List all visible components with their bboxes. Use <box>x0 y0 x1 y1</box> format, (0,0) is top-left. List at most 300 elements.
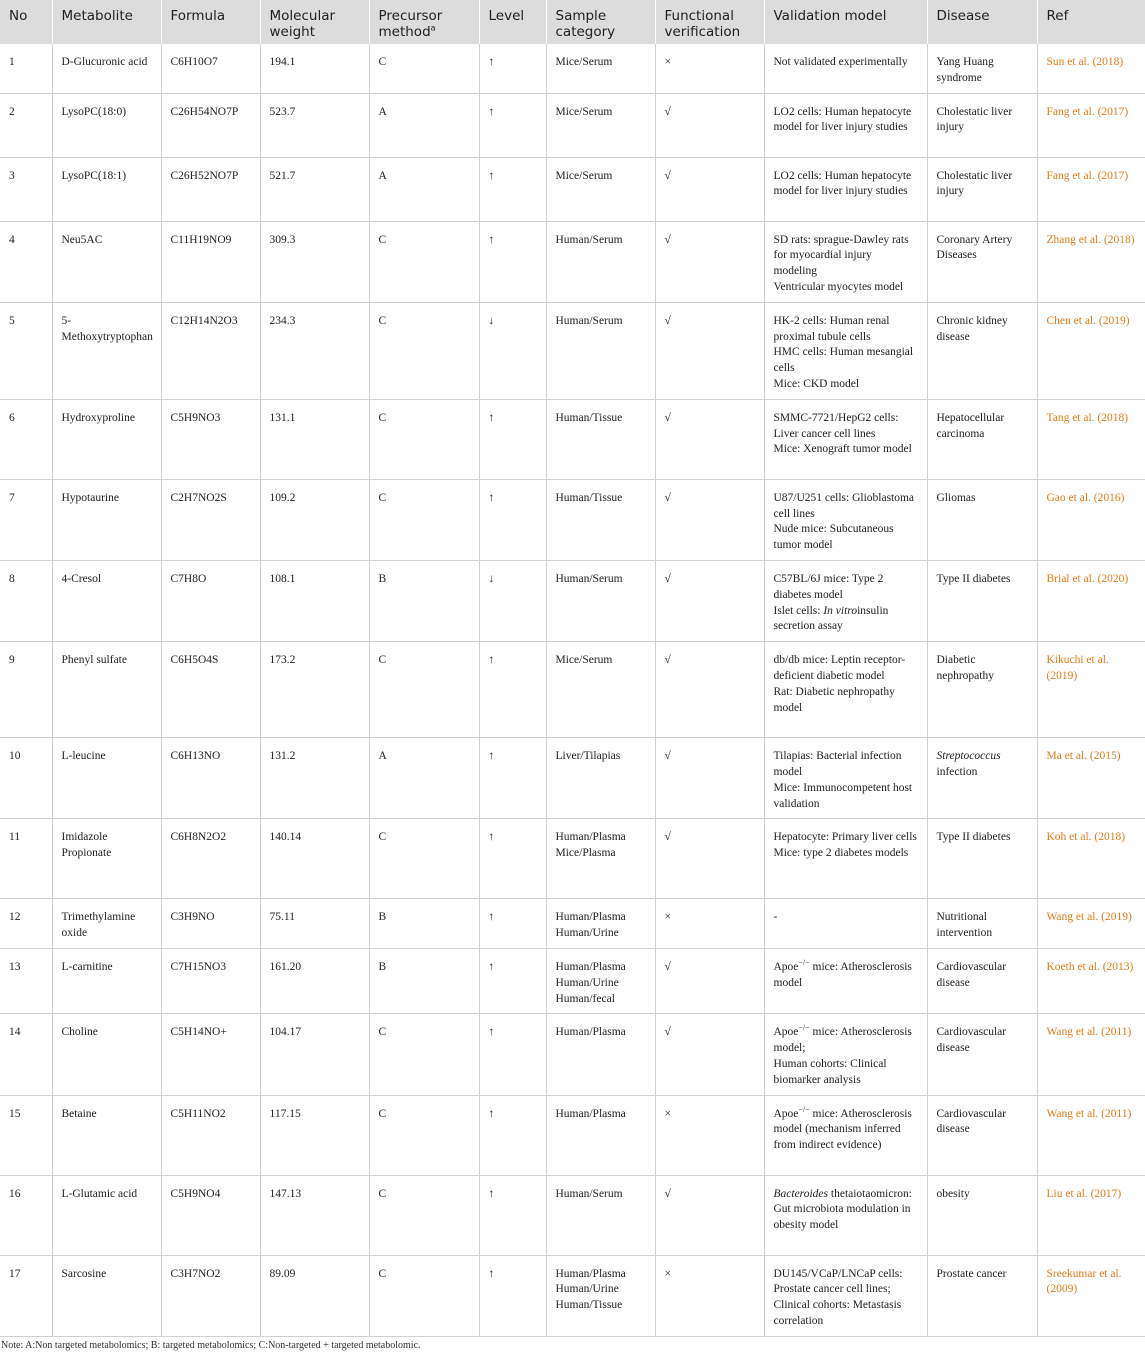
sample-category <box>546 1095 655 1175</box>
metabolite-name: Phenyl sulfate <box>52 642 161 738</box>
molecular-weight: 108.1 <box>260 560 369 641</box>
sample-category <box>546 1255 655 1336</box>
validation-text: Hepatocyte: Primary liver cells <box>773 831 917 844</box>
ref-link[interactable]: Wang et al. (2011) <box>1046 1026 1132 1039</box>
level-arrow: ↓ <box>479 302 546 399</box>
level-arrow: ↑ <box>479 44 546 93</box>
validation-model <box>764 819 927 899</box>
sample-line: Human/Plasma <box>555 960 626 973</box>
ref-link[interactable]: Gao et al. (2016) <box>1046 491 1125 504</box>
functional-verification: √ <box>655 1014 764 1095</box>
validation-model <box>764 899 927 949</box>
molecular-weight: 104.17 <box>260 1014 369 1095</box>
ref-cell <box>1037 1175 1145 1255</box>
table-row <box>0 899 1145 949</box>
disease <box>927 157 1037 221</box>
ref-link[interactable]: Koh et al. (2018) <box>1046 831 1126 844</box>
header-sample-category: Sample category <box>546 0 655 44</box>
header-metabolite: Metabolite <box>52 0 161 44</box>
disease <box>927 560 1037 641</box>
ref-cell <box>1037 560 1145 641</box>
sample-category <box>546 479 655 560</box>
validation-model <box>764 93 927 157</box>
sample-category <box>546 221 655 302</box>
ref-link[interactable]: Sun et al. (2018) <box>1046 56 1124 68</box>
level-arrow: ↑ <box>479 1255 546 1336</box>
superscript-genotype: −/− <box>798 958 810 968</box>
molecular-weight: 234.3 <box>260 302 369 399</box>
table-row <box>0 738 1145 819</box>
functional-verification: × <box>655 44 764 93</box>
validation-line <box>774 846 918 862</box>
ref-link[interactable]: Liu et al. (2017) <box>1046 1187 1122 1200</box>
precursor-method: C <box>369 819 479 899</box>
molecular-weight: 109.2 <box>260 479 369 560</box>
validation-model <box>764 1175 927 1255</box>
molecular-weight: 117.15 <box>260 1095 369 1175</box>
molecular-weight: 147.13 <box>260 1175 369 1255</box>
validation-text: DU145/VCaP/LNCaP cells: Prostate cancer cell lines; <box>773 1267 903 1296</box>
table-row <box>0 1014 1145 1095</box>
validation-line <box>774 830 918 846</box>
formula: C3H7NO2 <box>161 1255 260 1336</box>
functional-verification: × <box>655 1255 764 1336</box>
table-row <box>0 1095 1145 1175</box>
ref-link[interactable]: Ma et al. (2015) <box>1046 750 1121 763</box>
disease <box>927 948 1037 1013</box>
precursor-method: A <box>369 157 479 221</box>
sample-line: Human/Plasma <box>555 831 626 844</box>
header-precursor-label: Precursor method <box>378 8 443 40</box>
disease <box>927 1014 1037 1095</box>
validation-text: Not validated experimentally <box>773 56 908 68</box>
formula: C5H11NO2 <box>161 1095 260 1175</box>
validation-text: LO2 cells: Human hepatocyte model for liver injury studies <box>773 105 912 134</box>
disease-line <box>937 1107 1028 1139</box>
level-arrow: ↑ <box>479 1095 546 1175</box>
functional-verification: √ <box>655 819 764 899</box>
molecular-weight: 131.1 <box>260 399 369 479</box>
ref-cell <box>1037 44 1145 93</box>
row-number: 1 <box>9 56 15 68</box>
table-row <box>0 948 1145 1013</box>
molecular-weight: 131.2 <box>260 738 369 819</box>
formula: C11H19NO9 <box>161 221 260 302</box>
validation-model <box>764 560 927 641</box>
ref-cell <box>1037 948 1145 1013</box>
formula: C6H8N2O2 <box>161 819 260 899</box>
table-row <box>0 1175 1145 1255</box>
formula: C2H7NO2S <box>161 479 260 560</box>
level-arrow: ↑ <box>479 1014 546 1095</box>
formula: C26H52NO7P <box>161 157 260 221</box>
ref-cell <box>1037 302 1145 399</box>
metabolite-name: L-Glutamic acid <box>52 1175 161 1255</box>
functional-verification: √ <box>655 302 764 399</box>
disease-line <box>937 653 1028 685</box>
precursor-method: A <box>369 93 479 157</box>
precursor-method: B <box>369 948 479 1013</box>
sample-category <box>546 44 655 93</box>
functional-verification: × <box>655 1095 764 1175</box>
validation-line <box>774 910 918 926</box>
validation-model <box>764 1095 927 1175</box>
metabolite-name: Sarcosine <box>52 1255 161 1336</box>
precursor-method: C <box>369 1175 479 1255</box>
validation-text: Mice: Xenograft tumor model <box>773 443 912 456</box>
ref-link[interactable]: Fang et al. (2017) <box>1046 105 1129 118</box>
superscript-genotype: −/− <box>798 1104 810 1114</box>
validation-line <box>774 749 918 781</box>
sample-category <box>546 738 655 819</box>
functional-verification: √ <box>655 157 764 221</box>
disease-text: Diabetic nephropathy <box>936 654 994 682</box>
sample-category <box>546 642 655 738</box>
formula: C3H9NO <box>161 899 260 949</box>
sample-line: Mice/Serum <box>555 105 613 118</box>
disease <box>927 899 1037 949</box>
sample-category <box>546 819 655 899</box>
formula: C7H15NO3 <box>161 948 260 1013</box>
metabolite-name: Hydroxyproline <box>52 399 161 479</box>
precursor-method: B <box>369 899 479 949</box>
metabolite-name: Neu5AC <box>52 221 161 302</box>
metabolite-name: LysoPC(18:0) <box>52 93 161 157</box>
validation-line <box>774 1267 918 1299</box>
ref-cell <box>1037 819 1145 899</box>
ref-link[interactable]: Brial et al. (2020) <box>1046 572 1129 585</box>
validation-line <box>774 377 918 393</box>
row-number: 16 <box>9 1187 21 1200</box>
table-row <box>0 302 1145 399</box>
disease-line <box>937 1025 1028 1057</box>
table-row <box>0 221 1145 302</box>
sample-line: Human/Serum <box>555 1187 623 1200</box>
validation-text: Human cohorts: Clinical biomarker analysis <box>773 1057 887 1086</box>
validation-line <box>773 1104 918 1154</box>
row-number: 10 <box>9 750 21 763</box>
disease <box>927 44 1037 93</box>
validation-text: Mice: Immunocompetent host validation <box>773 781 913 810</box>
metabolite-name: LysoPC(18:1) <box>52 157 161 221</box>
formula: C5H9NO3 <box>161 399 260 479</box>
validation-italic: Bacteroides <box>773 1187 829 1200</box>
sample-line: Mice/Serum <box>555 654 613 667</box>
row-number: 13 <box>9 960 21 973</box>
precursor-method: C <box>369 642 479 738</box>
formula: C6H10O7 <box>161 44 260 93</box>
molecular-weight: 173.2 <box>260 642 369 738</box>
ref-link[interactable]: Sreekumar et al. (2009) <box>1046 1267 1122 1296</box>
disease-line <box>937 910 1028 942</box>
validation-text: Clinical cohorts: Metastasis correlation <box>773 1299 902 1327</box>
validation-line <box>774 55 918 71</box>
level-arrow: ↑ <box>479 819 546 899</box>
molecular-weight: 309.3 <box>260 221 369 302</box>
table-row <box>0 1255 1145 1336</box>
sample-line: Human/Serum <box>555 572 623 585</box>
sample-line: Human/Urine <box>555 1283 619 1296</box>
validation-model <box>764 221 927 302</box>
validation-line <box>774 169 918 201</box>
functional-verification: √ <box>655 642 764 738</box>
disease-line <box>937 1267 1028 1283</box>
level-arrow: ↑ <box>479 1175 546 1255</box>
ref-cell <box>1037 899 1145 949</box>
validation-text: Ventricular myocytes model <box>773 280 904 293</box>
metabolite-name: 4-Cresol <box>52 560 161 641</box>
level-arrow: ↑ <box>479 479 546 560</box>
validation-text: insulin secretion assay <box>773 604 889 633</box>
row-number: 14 <box>9 1026 21 1039</box>
disease-line <box>937 105 1028 137</box>
validation-text: Apoe <box>773 960 799 973</box>
ref-link[interactable]: Wang et al. (2011) <box>1046 1107 1132 1120</box>
molecular-weight: 521.7 <box>260 157 369 221</box>
disease-line <box>937 55 1028 87</box>
superscript-genotype: −/− <box>798 1023 810 1033</box>
ref-link[interactable]: Chen et al. (2019) <box>1046 314 1130 327</box>
sample-category <box>546 948 655 1013</box>
validation-text: SMMC-7721/HepG2 cells: Liver cancer cell lines <box>773 411 899 440</box>
ref-link[interactable]: Zhang et al. (2018) <box>1046 233 1135 246</box>
header-row <box>0 0 1145 44</box>
sample-category <box>546 899 655 949</box>
validation-line <box>774 604 918 636</box>
header-disease: Disease <box>927 0 1037 44</box>
level-arrow: ↓ <box>479 560 546 641</box>
formula: C5H9NO4 <box>161 1175 260 1255</box>
validation-text: HMC cells: Human mesangial cells <box>773 346 914 375</box>
metabolite-name: 5-Methoxytryptophan <box>52 302 161 399</box>
precursor-method: C <box>369 479 479 560</box>
validation-line <box>774 233 918 280</box>
ref-link[interactable]: Wang et al. (2019) <box>1046 911 1132 924</box>
header-molecular-weight: Molecular weight <box>260 0 369 44</box>
molecular-weight: 161.20 <box>260 948 369 1013</box>
disease <box>927 1255 1037 1336</box>
level-arrow: ↑ <box>479 399 546 479</box>
sample-line: Human/Tissue <box>555 1299 623 1312</box>
validation-line <box>774 781 918 813</box>
level-arrow: ↑ <box>479 899 546 949</box>
functional-verification: √ <box>655 738 764 819</box>
validation-text: Rat: Diabetic nephropathy model <box>773 685 895 714</box>
validation-model <box>764 479 927 560</box>
disease <box>927 479 1037 560</box>
disease-line <box>937 960 1028 992</box>
disease <box>927 642 1037 738</box>
disease-text: Cardiovascular disease <box>936 1026 1007 1055</box>
validation-line <box>774 572 918 604</box>
validation-line <box>774 1298 918 1330</box>
formula: C7H8O <box>161 560 260 641</box>
sample-line: Mice/Serum <box>555 169 613 182</box>
ref-cell <box>1037 642 1145 738</box>
validation-text: db/db mice: Leptin receptor-deficient diabetic model <box>773 654 906 682</box>
sample-line: Human/Urine <box>555 927 619 940</box>
formula: C12H14N2O3 <box>161 302 260 399</box>
functional-verification: × <box>655 899 764 949</box>
disease-text: Type II diabetes <box>936 831 1011 844</box>
validation-model <box>764 1014 927 1095</box>
validation-line <box>774 411 918 443</box>
validation-text: Apoe <box>773 1026 799 1039</box>
disease <box>927 399 1037 479</box>
validation-line <box>774 105 918 137</box>
precursor-method: C <box>369 221 479 302</box>
validation-model <box>764 302 927 399</box>
formula: C26H54NO7P <box>161 93 260 157</box>
functional-verification: √ <box>655 948 764 1013</box>
validation-line <box>774 685 918 717</box>
metabolite-name: Choline <box>52 1014 161 1095</box>
sample-line: Human/Urine <box>555 976 619 989</box>
sample-category <box>546 560 655 641</box>
row-number: 5 <box>9 314 15 327</box>
row-number: 6 <box>9 411 15 424</box>
precursor-method: C <box>369 1014 479 1095</box>
level-arrow: ↑ <box>479 93 546 157</box>
ref-cell <box>1037 221 1145 302</box>
functional-verification: √ <box>655 479 764 560</box>
disease-text: Prostate cancer <box>936 1267 1007 1280</box>
sample-line: Human/Plasma <box>555 1107 626 1120</box>
row-number: 2 <box>9 105 15 118</box>
formula: C6H13NO <box>161 738 260 819</box>
row-number: 8 <box>9 572 15 585</box>
validation-text: HK-2 cells: Human renal proximal tubule cells <box>773 314 890 343</box>
row-number: 3 <box>9 169 15 182</box>
ref-link[interactable]: Koeth et al. (2013) <box>1046 960 1134 973</box>
disease-line <box>937 572 1028 588</box>
validation-line <box>774 442 918 458</box>
table-row <box>0 399 1145 479</box>
sample-line: Human/Tissue <box>555 411 623 424</box>
sample-category <box>546 1014 655 1095</box>
validation-text: Mice: CKD model <box>773 377 860 390</box>
ref-cell <box>1037 1255 1145 1336</box>
metabolite-name: Betaine <box>52 1095 161 1175</box>
precursor-method: C <box>369 399 479 479</box>
precursor-method: A <box>369 738 479 819</box>
metabolite-name: L-carnitine <box>52 948 161 1013</box>
ref-link[interactable]: Kikuchi et al. (2019) <box>1046 654 1109 682</box>
disease-line <box>937 830 1028 846</box>
level-arrow: ↑ <box>479 221 546 302</box>
disease-text: Cholestatic liver injury <box>936 169 1013 198</box>
validation-line <box>774 491 918 523</box>
ref-link[interactable]: Fang et al. (2017) <box>1046 169 1129 182</box>
disease-text: Coronary Artery Diseases <box>936 233 1013 262</box>
sample-line: Human/fecal <box>555 992 615 1005</box>
ref-cell <box>1037 399 1145 479</box>
validation-text: Mice: type 2 diabetes models <box>773 847 909 860</box>
formula: C5H14NO+ <box>161 1014 260 1095</box>
ref-cell <box>1037 93 1145 157</box>
validation-text: mice: Atherosclerosis model; <box>773 1026 912 1055</box>
level-arrow: ↑ <box>479 157 546 221</box>
validation-model <box>764 44 927 93</box>
validation-text: Apoe <box>773 1107 799 1120</box>
disease-italic: Streptococcus <box>936 750 1001 763</box>
validation-text: SD rats: sprague-Dawley rats for myocardial injury modeling <box>773 233 909 278</box>
header-level: Level <box>479 0 546 44</box>
level-arrow: ↑ <box>479 738 546 819</box>
ref-cell <box>1037 1014 1145 1095</box>
metabolite-name: Hypotaurine <box>52 479 161 560</box>
validation-text: Nude mice: Subcutaneous tumor model <box>773 523 894 552</box>
ref-cell <box>1037 479 1145 560</box>
validation-model <box>764 642 927 738</box>
molecular-weight: 75.11 <box>260 899 369 949</box>
disease-text: infection <box>936 765 978 778</box>
ref-cell <box>1037 1095 1145 1175</box>
table-row <box>0 560 1145 641</box>
ref-link[interactable]: Tang et al. (2018) <box>1046 411 1129 424</box>
table-footnote: Note: A:Non targeted metabolomics; B: targeted metabolomics; C:Non-targeted + targeted metabolomic. <box>1 1340 421 1351</box>
validation-line <box>774 1025 918 1057</box>
metabolite-name: Imidazole Propionate <box>52 819 161 899</box>
disease-text: Gliomas <box>936 491 976 504</box>
ref-cell <box>1037 157 1145 221</box>
disease-line <box>937 314 1028 346</box>
validation-model <box>764 738 927 819</box>
metabolite-name: L-leucine <box>52 738 161 819</box>
disease-text: Type II diabetes <box>936 572 1011 585</box>
disease <box>927 738 1037 819</box>
validation-line <box>774 345 918 377</box>
validation-text: U87/U251 cells: Glioblastoma cell lines <box>773 491 915 520</box>
validation-model <box>764 1255 927 1336</box>
disease-text: Hepatocellular carcinoma <box>936 411 1005 440</box>
table-row <box>0 642 1145 738</box>
validation-line <box>774 314 918 346</box>
level-arrow: ↑ <box>479 948 546 1013</box>
header-validation-model: Validation model <box>764 0 927 44</box>
disease-line <box>937 491 1028 507</box>
disease <box>927 819 1037 899</box>
table-row <box>0 157 1145 221</box>
sample-line: Human/Serum <box>555 233 623 246</box>
validation-line <box>774 1057 918 1089</box>
functional-verification: √ <box>655 399 764 479</box>
disease <box>927 221 1037 302</box>
level-arrow: ↑ <box>479 642 546 738</box>
precursor-method: C <box>369 1095 479 1175</box>
disease <box>927 93 1037 157</box>
disease-line <box>937 749 1028 781</box>
row-number: 4 <box>9 233 15 246</box>
validation-model <box>764 948 927 1013</box>
molecular-weight: 140.14 <box>260 819 369 899</box>
validation-text: - <box>773 911 778 924</box>
validation-line <box>774 653 918 685</box>
functional-verification: √ <box>655 93 764 157</box>
sample-line: Human/Plasma <box>555 1026 626 1039</box>
formula: C6H5O4S <box>161 642 260 738</box>
sample-category <box>546 399 655 479</box>
validation-text: C57BL/6J mice: Type 2 diabetes model <box>773 572 884 601</box>
validation-text: Islet cells: <box>773 604 824 617</box>
disease-text: Yang Huang syndrome <box>936 56 994 84</box>
disease-text: Cardiovascular disease <box>936 1107 1007 1136</box>
row-number: 11 <box>9 831 21 844</box>
validation-line <box>774 522 918 554</box>
validation-italic: In vitro <box>823 604 858 617</box>
disease <box>927 1175 1037 1255</box>
sample-line: Human/Plasma <box>555 1267 626 1280</box>
